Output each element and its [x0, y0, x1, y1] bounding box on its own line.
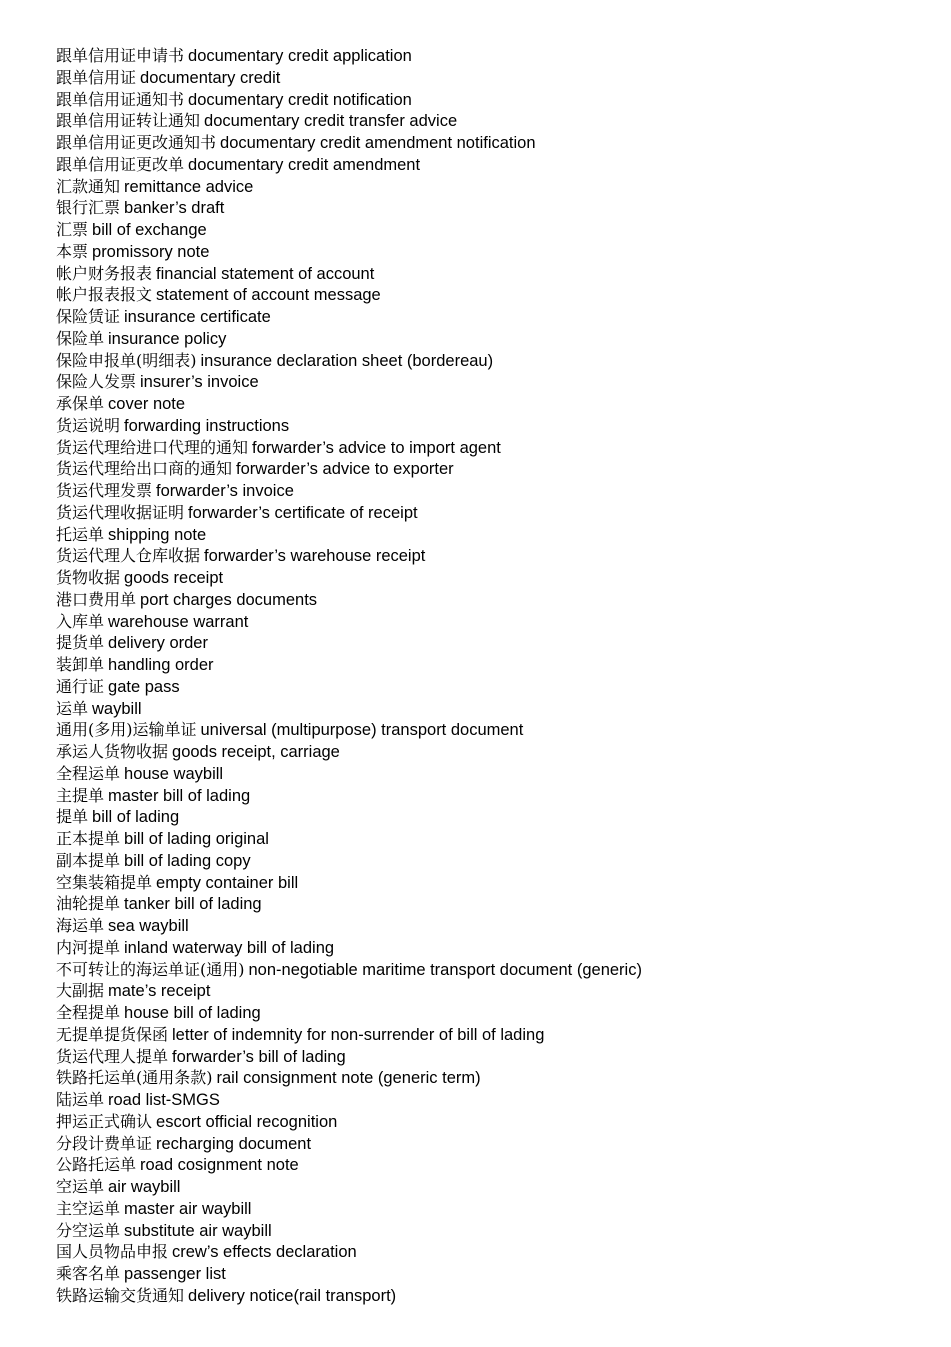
- chinese-term: 港口费用单: [56, 589, 137, 609]
- glossary-entry: [56, 1089, 642, 1111]
- glossary-entry: [56, 893, 642, 915]
- english-term: statement of account message: [156, 286, 381, 305]
- glossary-entry: [56, 1263, 642, 1285]
- chinese-term: 全程运单: [56, 763, 121, 783]
- glossary-entry: [56, 850, 642, 872]
- chinese-term: 跟单信用证通知书: [56, 89, 185, 109]
- chinese-term: 押运正式确认: [56, 1111, 153, 1131]
- chinese-term: 国人员物品申报: [56, 1242, 169, 1262]
- glossary-entry: [56, 306, 642, 328]
- english-term: house waybill: [124, 764, 224, 783]
- glossary-entry: [56, 763, 642, 785]
- english-term: letter of indemnity for non-surrender of bill of lading: [172, 1025, 545, 1044]
- english-term: forwarder’s advice to exporter: [236, 460, 454, 479]
- english-term: documentary credit amendment notification: [220, 134, 536, 152]
- chinese-term: 跟单信用证更改单: [56, 154, 185, 174]
- english-term: goods receipt, carriage: [172, 743, 340, 761]
- glossary-entry: [56, 1241, 642, 1263]
- glossary-entry: [56, 502, 642, 524]
- chinese-term: 铁路托运单(通用条款): [56, 1068, 213, 1088]
- glossary-entry: [56, 415, 642, 437]
- english-term: non-negotiable maritime transport document (generic): [248, 960, 642, 979]
- english-term: master air waybill: [124, 1199, 252, 1218]
- chinese-term: 保险赁证: [56, 307, 121, 326]
- chinese-term: 油轮提单: [56, 894, 121, 914]
- chinese-term: 货运代理发票: [56, 481, 153, 500]
- chinese-term: 全程提单: [56, 1003, 121, 1022]
- english-term: waybill: [92, 699, 142, 718]
- glossary-entry: [56, 154, 642, 176]
- chinese-term: 不可转让的海运单证(通用): [56, 959, 245, 979]
- chinese-term: 陆运单: [56, 1090, 105, 1109]
- english-term: mate’s receipt: [108, 982, 211, 1001]
- glossary-entry: [56, 872, 642, 894]
- glossary-entry: [56, 980, 642, 1002]
- chinese-term: 托运单: [56, 524, 105, 544]
- chinese-term: 入库单: [56, 611, 105, 631]
- english-term: financial statement of account: [156, 264, 375, 283]
- chinese-term: 保险单: [56, 328, 105, 348]
- chinese-term: 跟单信用证更改通知书: [56, 133, 217, 152]
- chinese-term: 分空运单: [56, 1220, 121, 1240]
- english-term: goods receipt: [124, 569, 224, 587]
- chinese-term: 货运代理收据证明: [56, 502, 185, 522]
- glossary-entry: [56, 371, 642, 393]
- english-term: inland waterway bill of lading: [124, 938, 335, 957]
- english-term: bill of lading copy: [124, 851, 251, 870]
- chinese-term: 本票: [56, 241, 89, 261]
- chinese-term: 大副据: [56, 981, 105, 1001]
- chinese-term: 银行汇票: [56, 198, 121, 218]
- glossary-entry: [56, 611, 642, 633]
- english-term: crew’s effects declaration: [172, 1243, 357, 1262]
- english-term: bill of lading: [92, 808, 180, 827]
- english-term: tanker bill of lading: [124, 895, 262, 914]
- glossary-entry: [56, 219, 642, 241]
- chinese-term: 分段计费单证: [56, 1133, 153, 1153]
- glossary-entry: [56, 1002, 642, 1024]
- glossary-entry: [56, 132, 642, 154]
- english-term: delivery order: [108, 634, 208, 653]
- english-term: documentary credit transfer advice: [204, 112, 458, 131]
- chinese-term: 运单: [56, 698, 89, 718]
- chinese-term: 货运说明: [56, 415, 121, 435]
- chinese-term: 货运代理人提单: [56, 1046, 169, 1066]
- glossary-entry: [56, 1220, 642, 1242]
- english-term: handling order: [108, 656, 214, 674]
- english-term: forwarder’s bill of lading: [172, 1047, 346, 1066]
- glossary-entry: [56, 1154, 642, 1176]
- chinese-term: 跟单信用证转让通知: [56, 111, 201, 131]
- chinese-term: 跟单信用证申请书: [56, 46, 185, 65]
- chinese-term: 正本提单: [56, 829, 121, 848]
- chinese-term: 通行证: [56, 676, 105, 696]
- english-term: escort official recognition: [156, 1112, 338, 1131]
- glossary-entry: [56, 1285, 642, 1307]
- chinese-term: 跟单信用证: [56, 67, 137, 87]
- glossary-entry: [56, 719, 642, 741]
- english-term: gate pass: [108, 677, 180, 696]
- english-term: forwarder’s warehouse receipt: [204, 547, 426, 566]
- chinese-term: 乘客名单: [56, 1264, 121, 1283]
- chinese-term: 承运人货物收据: [56, 742, 169, 761]
- chinese-term: 内河提单: [56, 937, 121, 957]
- glossary-entry: [56, 241, 642, 263]
- english-term: insurance policy: [108, 329, 227, 348]
- english-term: documentary credit: [140, 68, 281, 87]
- glossary-entry: [56, 524, 642, 546]
- glossary-entry: [56, 45, 642, 67]
- english-term: promissory note: [92, 242, 210, 261]
- english-term: insurance certificate: [124, 308, 271, 326]
- glossary-entry: [56, 545, 642, 567]
- glossary-entry: [56, 67, 642, 89]
- english-term: warehouse warrant: [108, 612, 249, 631]
- glossary-entry: [56, 350, 642, 372]
- glossary-entry: [56, 1133, 642, 1155]
- glossary-entry: [56, 284, 642, 306]
- english-term: road list-SMGS: [108, 1091, 220, 1109]
- english-term: master bill of lading: [108, 786, 251, 805]
- chinese-term: 铁路运输交货通知: [56, 1285, 185, 1305]
- english-term: documentary credit amendment: [188, 155, 421, 174]
- english-term: cover note: [108, 395, 186, 413]
- glossary-entry: [56, 328, 642, 350]
- glossary-entry: [56, 458, 642, 480]
- glossary-entry: [56, 937, 642, 959]
- chinese-term: 货物收据: [56, 568, 121, 587]
- glossary-entry: [56, 197, 642, 219]
- glossary-entry: [56, 1067, 642, 1089]
- chinese-term: 帐户财务报表: [56, 263, 153, 283]
- chinese-term: 海运单: [56, 916, 105, 935]
- english-term: recharging document: [156, 1134, 312, 1153]
- chinese-term: 主提单: [56, 785, 105, 805]
- english-term: port charges documents: [140, 590, 318, 609]
- glossary-entry: [56, 785, 642, 807]
- chinese-term: 货运代理人仓库收据: [56, 546, 201, 566]
- chinese-term: 承保单: [56, 394, 105, 413]
- english-term: substitute air waybill: [124, 1221, 272, 1240]
- glossary-entry: [56, 1176, 642, 1198]
- glossary-entry: [56, 437, 642, 459]
- glossary-entry: [56, 1024, 642, 1046]
- glossary-entry: [56, 1111, 642, 1133]
- chinese-term: 副本提单: [56, 850, 121, 870]
- glossary-entry: [56, 89, 642, 111]
- chinese-term: 主空运单: [56, 1198, 121, 1218]
- english-term: road cosignment note: [140, 1156, 299, 1175]
- english-term: bill of exchange: [92, 221, 207, 239]
- chinese-term: 提单: [56, 807, 89, 827]
- english-term: remittance advice: [124, 177, 254, 196]
- chinese-term: 通用(多用)运输单证: [56, 720, 197, 740]
- glossary-list: [56, 45, 642, 1307]
- glossary-entry: [56, 393, 642, 415]
- chinese-term: 空运单: [56, 1177, 105, 1196]
- english-term: air waybill: [108, 1178, 181, 1196]
- glossary-entry: [56, 110, 642, 132]
- glossary-entry: [56, 632, 642, 654]
- english-term: empty container bill: [156, 873, 299, 892]
- glossary-entry: [56, 176, 642, 198]
- chinese-term: 货运代理给进口代理的通知: [56, 437, 249, 457]
- glossary-entry: [56, 567, 642, 589]
- english-term: passenger list: [124, 1265, 226, 1283]
- english-term: forwarding instructions: [124, 416, 290, 435]
- english-term: documentary credit notification: [188, 90, 412, 109]
- english-term: forwarder’s certificate of receipt: [188, 503, 418, 522]
- glossary-entry: [56, 741, 642, 763]
- chinese-term: 无提单提货保函: [56, 1024, 169, 1044]
- english-term: rail consignment note (generic term): [216, 1069, 481, 1088]
- chinese-term: 保险申报单(明细表): [56, 350, 197, 370]
- glossary-entry: [56, 263, 642, 285]
- english-term: shipping note: [108, 525, 207, 544]
- english-term: insurer’s invoice: [140, 373, 259, 392]
- glossary-entry: [56, 1198, 642, 1220]
- chinese-term: 帐户报表报文: [56, 285, 153, 305]
- chinese-term: 装卸单: [56, 655, 105, 674]
- glossary-entry: [56, 480, 642, 502]
- glossary-entry: [56, 828, 642, 850]
- english-term: forwarder’s advice to import agent: [252, 438, 501, 457]
- glossary-entry: [56, 959, 642, 981]
- english-term: house bill of lading: [124, 1004, 261, 1022]
- glossary-entry: [56, 806, 642, 828]
- english-term: delivery notice(rail transport): [188, 1286, 397, 1305]
- chinese-term: 保险人发票: [56, 372, 137, 392]
- glossary-entry: [56, 915, 642, 937]
- english-term: sea waybill: [108, 917, 189, 935]
- glossary-entry: [56, 676, 642, 698]
- english-term: documentary credit application: [188, 47, 412, 65]
- chinese-term: 货运代理给出口商的通知: [56, 459, 233, 479]
- chinese-term: 汇款通知: [56, 176, 121, 196]
- chinese-term: 提货单: [56, 633, 105, 653]
- glossary-entry: [56, 654, 642, 676]
- chinese-term: 空集装箱提单: [56, 872, 153, 892]
- english-term: banker’s draft: [124, 199, 225, 218]
- glossary-entry: [56, 1046, 642, 1068]
- english-term: insurance declaration sheet (bordereau): [200, 351, 494, 370]
- chinese-term: 汇票: [56, 220, 89, 239]
- english-term: bill of lading original: [124, 830, 269, 848]
- glossary-entry: [56, 698, 642, 720]
- english-term: universal (multipurpose) transport document: [200, 721, 524, 740]
- glossary-entry: [56, 589, 642, 611]
- english-term: forwarder’s invoice: [156, 482, 294, 500]
- chinese-term: 公路托运单: [56, 1155, 137, 1175]
